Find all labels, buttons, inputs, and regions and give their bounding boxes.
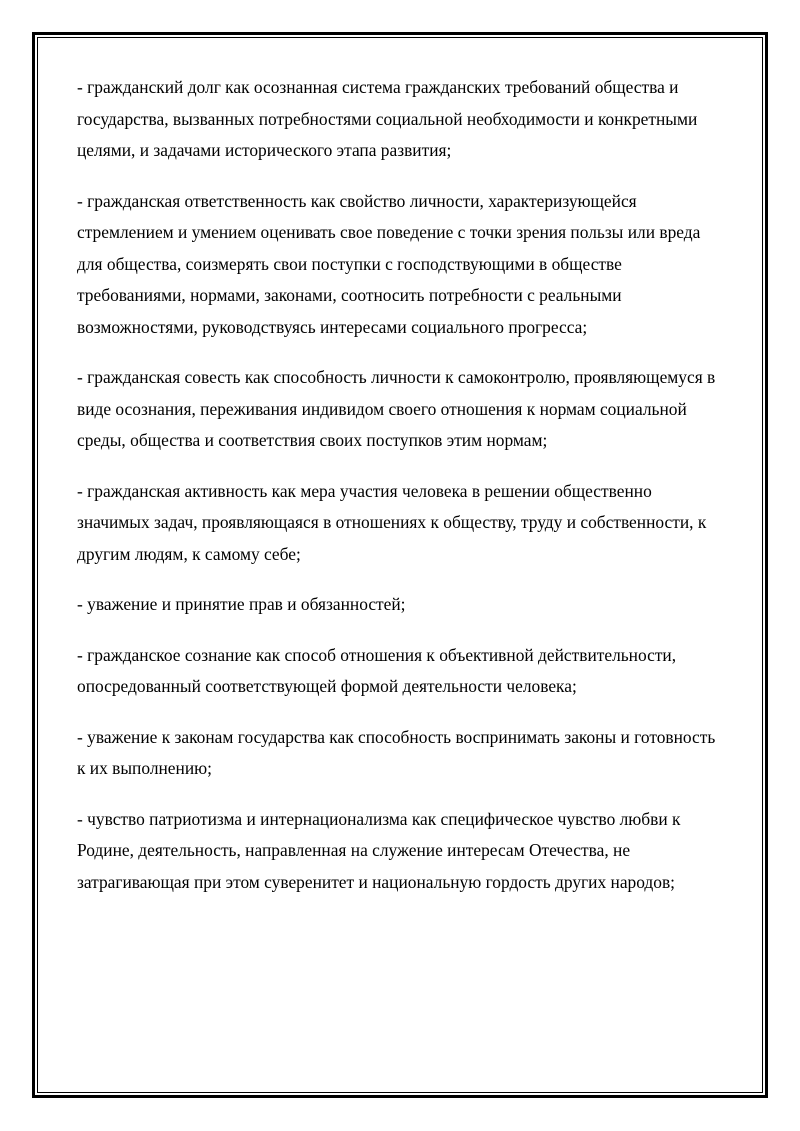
paragraph-patriotism: - чувство патриотизма и интернационализма как специфическое чувство любви к Родине, деятельность, направленная на служение интересам Отечества, не затрагивающая при этом суверенитет и национальную гордость других народов; xyxy=(77,808,681,892)
paragraph-civic-consciousness: - гражданское сознание как способ отношения к объективной действительности, опосредованный соответствующей формой деятельности человека; xyxy=(77,644,677,696)
paragraph-civic-responsibility: - гражданская ответственность как свойство личности, характеризующейся стремлением и умением оценивать свое поведение с точки зрения пользы или вреда для общества, соизмерять свои поступки с господствующими в обществе требованиями, нормами, законами, соотносить потребности с реальными возможностями, руководствуясь интересами социального прогресса; xyxy=(77,190,701,337)
paragraph-rights-duties: - уважение и принятие прав и обязанностей; xyxy=(77,594,406,614)
paragraph-respect-for-laws: - уважение к законам государства как способность воспринимать законы и готовность к их выполнению; xyxy=(77,726,716,778)
paragraph-civic-duty: - гражданский долг как осознанная система гражданских требований общества и государства, вызванных потребностями социальной необходимости и конкретными целями, и задачами исторического этапа развития; xyxy=(77,77,698,160)
paragraph-civic-conscience: - гражданская совесть как способность личности к самоконтролю, проявляющемуся в виде осознания, переживания индивидом своего отношения к нормам социальной среды, общества и соответствия своих поступков этим нормам; xyxy=(77,367,716,450)
document-body xyxy=(77,72,727,917)
paragraph-civic-activity: - гражданская активность как мера участия человека в решении общественно значимых задач, проявляющаяся в отношениях к обществу, труду и собственности, к другим людям, к самому себе; xyxy=(77,480,707,564)
